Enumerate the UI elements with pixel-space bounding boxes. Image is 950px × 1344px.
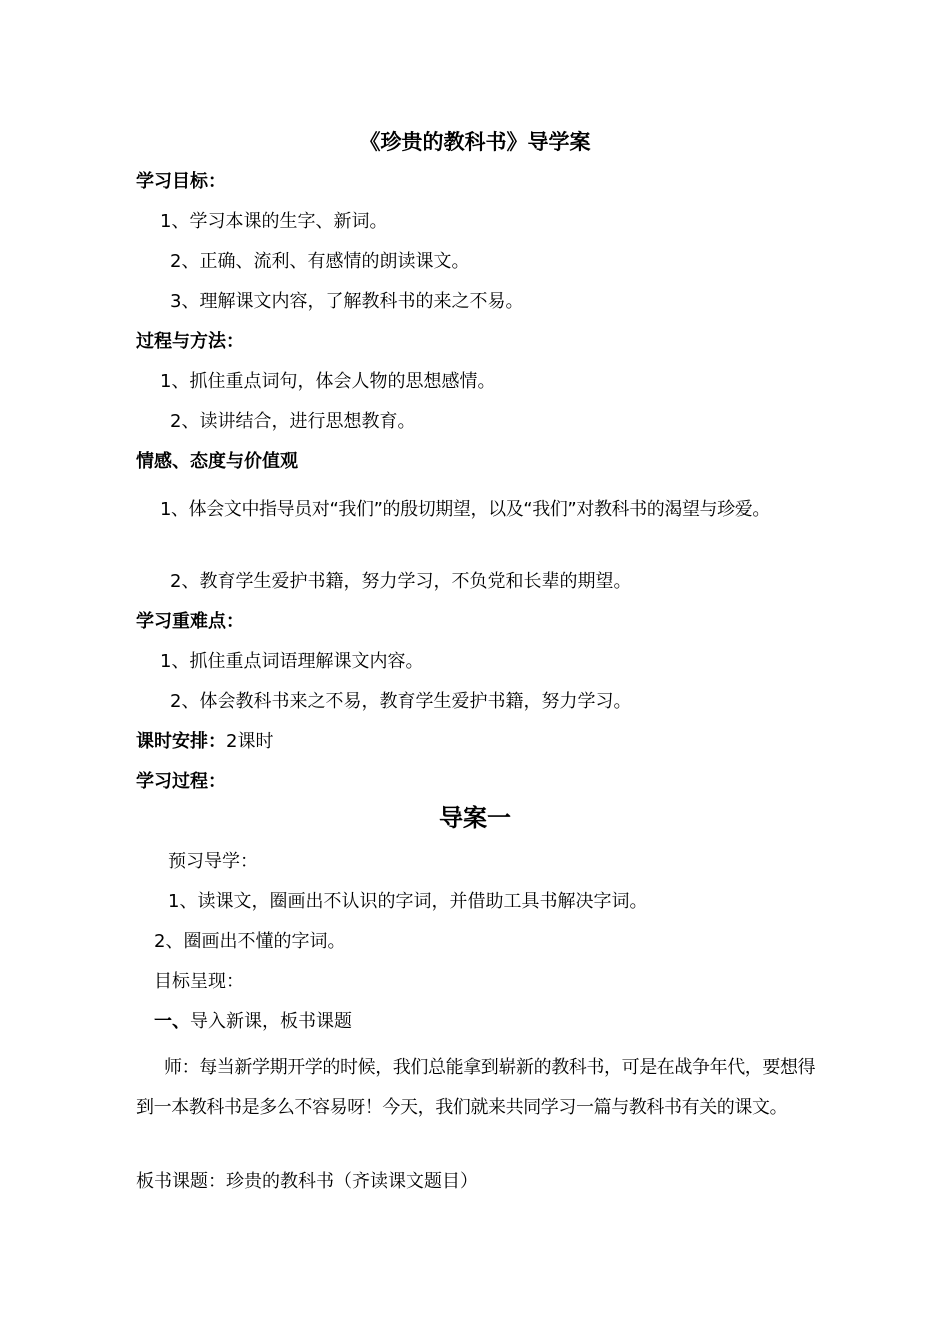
emotion-heading: 情感、态度与价值观: [136, 451, 298, 472]
preview-item: 2、圈画出不懂的字词。: [154, 931, 346, 952]
emotion-item: 2、教育学生爱护书籍，努力学习，不负党和长辈的期望。: [170, 571, 632, 592]
preview-label: 预习导学：: [168, 851, 258, 872]
objectives-heading: 学习目标：: [136, 171, 226, 192]
objective-item: 1、学习本课的生字、新词。: [160, 211, 388, 232]
schedule-line: [136, 730, 816, 754]
schedule-value: 2课时: [226, 731, 274, 752]
schedule-label: 课时安排：: [136, 731, 226, 752]
teacher-paragraph: 师：每当新学期开学的时候，我们总能拿到崭新的教科书，可是在战争年代，要想得到一本教科书是多么不容易呀！今天，我们就来共同学习一篇与教科书有关的课文。: [136, 1057, 816, 1118]
board-title-line: 板书课题：珍贵的教科书（齐读课文题目）: [136, 1171, 478, 1192]
objective-item: 2、正确、流利、有感情的朗读课文。: [170, 251, 470, 272]
preview-item: 1、读课文，圈画出不认识的字词，并借助工具书解决字词。: [168, 891, 648, 912]
key-points-heading: 学习重难点：: [136, 611, 244, 632]
guide-heading: 导案一: [439, 804, 511, 832]
goal-label: 目标呈现：: [154, 971, 244, 992]
process-method-heading: 过程与方法：: [136, 331, 244, 352]
document-title: 《珍贵的教科书》导学案: [359, 130, 591, 154]
key-point-item: 1、抓住重点词语理解课文内容。: [160, 651, 424, 672]
process-method-item: 2、读讲结合，进行思想教育。: [170, 411, 416, 432]
emotion-item: 1、体会文中指导员对“我们”的殷切期望，以及“我们”对教科书的渴望与珍爱。: [160, 499, 770, 520]
step-text: 导入新课，板书课题: [190, 1011, 352, 1032]
process-method-item: 1、抓住重点词句，体会人物的思想感情。: [160, 371, 496, 392]
process-heading: 学习过程：: [136, 771, 226, 792]
key-point-item: 2、体会教科书来之不易，教育学生爱护书籍，努力学习。: [170, 691, 632, 712]
objective-item: 3、理解课文内容，了解教科书的来之不易。: [170, 291, 524, 312]
step-one: [154, 1010, 816, 1034]
step-number: 一、: [154, 1011, 190, 1032]
